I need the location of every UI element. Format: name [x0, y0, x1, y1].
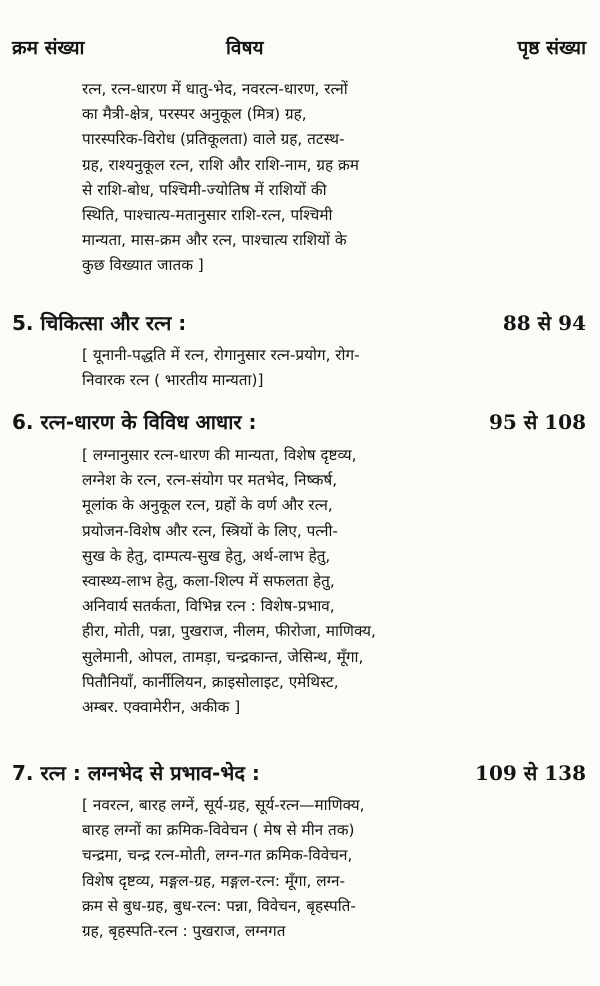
- section-5-title: 5. चिकित्सा और रत्न :: [12, 311, 187, 335]
- text-line: सुलेमानी, ओपल, तामड़ा, चन्द्रकान्त, जेसिन्थ, मूँगा,: [82, 647, 364, 666]
- text-line: [ लग्नानुसार रत्न-धारण की मान्यता, विशेष दृष्टव्य,: [82, 446, 357, 464]
- text-line: [ नवरत्न, बारह लग्नें, सूर्य-ग्रह, सूर्य-रत्न—माणिक्य,: [82, 796, 365, 814]
- text-line: पितौनियाँ, कार्नीलियन, क्राइसोलाइट, एमेथिस्ट,: [82, 672, 339, 691]
- header-subject: विषय: [226, 37, 264, 59]
- section-7-title: 7. रत्न : लग्नभेद से प्रभाव-भेद :: [12, 761, 260, 785]
- text-line: स्थिति, पाश्चात्य-मतानुसार राशि-रत्न, पश्चिमी: [82, 205, 333, 224]
- text-line: हीरा, मोती, पन्ना, पुखराज, नीलम, फीरोजा, माणिक्य,: [82, 622, 376, 641]
- text-line: रत्न, रत्न-धारण में धातु-भेद, नवरत्न-धारण, रत्नों: [82, 80, 348, 98]
- text-line: अनिवार्य सतर्कता, विभिन्न रत्न : विशेष-प्रभाव,: [82, 597, 335, 616]
- text-line: लग्नेश के रत्न, रत्न-संयोग पर मतभेद, निष्कर्ष,: [82, 471, 338, 490]
- text-line: बारह लग्नों का क्रमिक-विवेचन ( मेष से मीन तक): [82, 821, 355, 840]
- section-5-text: [82, 343, 586, 393]
- text-line: से राशि-बोध, पश्चिमी-ज्योतिष में राशियों की: [82, 180, 327, 199]
- text-line: मान्यता, मास-क्रम और रत्न, पाश्चात्य राशियों के: [82, 231, 347, 250]
- text-line: स्वास्थ्य-लाभ हेतु, कला-शिल्प में सफलता हेतु,: [82, 571, 335, 590]
- text-line: अम्बर. एक्वामेरीन, अकीक ]: [82, 697, 241, 716]
- text-line: प्रयोजन-विशेष और रत्न, स्त्रियों के लिए, पत्नी-: [82, 521, 338, 540]
- section-6-title: 6. रत्न-धारण के विविध आधार :: [12, 410, 257, 434]
- text-line: कुछ विख्यात जातक ]: [82, 256, 204, 275]
- section-7-pages: 109 से 138: [475, 761, 586, 785]
- header-serial-number: क्रम संख्या: [12, 37, 85, 59]
- text-line: चन्द्रमा, चन्द्र रत्न-मोती, लग्न-गत क्रमिक-विवेचन,: [82, 846, 353, 865]
- section-7-text: [82, 793, 586, 944]
- text-line: [ यूनानी-पद्धति में रत्न, रोगानुसार रत्न-प्रयोग, रोग-: [82, 346, 360, 364]
- section-5-pages: 88 से 94: [502, 311, 586, 335]
- text-line: निवारक रत्न ( भारतीय मान्यता)]: [82, 371, 264, 390]
- text-line: ग्रह, बृहस्पति-रत्न : पुखराज, लग्नगत: [82, 921, 286, 940]
- text-line: सुख के हेतु, दाम्पत्य-सुख हेतु, अर्थ-लाभ हेतु,: [82, 546, 331, 565]
- header-page-number: पृष्ठ संख्या: [517, 37, 586, 59]
- text-line: विशेष दृष्टव्य, मङ्गल-ग्रह, मङ्गल-रत्न: मूँगा, लग्न-: [82, 871, 345, 890]
- section-6-pages: 95 से 108: [488, 410, 586, 434]
- text-line: पारस्परिक-विरोध (प्रतिकूलता) वाले ग्रह, तटस्थ-: [82, 130, 345, 149]
- text-line: ग्रह, राश्यनुकूल रत्न, राशि और राशि-नाम, ग्रह क्रम: [82, 155, 359, 174]
- text-line: मूलांक के अनुकूल रत्न, ग्रहों के वर्ण और रत्न,: [82, 496, 333, 515]
- text-line: का मैत्री-क्षेत्र, परस्पर अनुकूल (मित्र) ग्रह,: [82, 105, 307, 124]
- intro-entry-text: [82, 77, 586, 279]
- text-line: क्रम से बुध-ग्रह, बुध-रत्न: पन्ना, विवेचन, बृहस्पति-: [82, 896, 356, 915]
- section-6-text: [82, 443, 586, 720]
